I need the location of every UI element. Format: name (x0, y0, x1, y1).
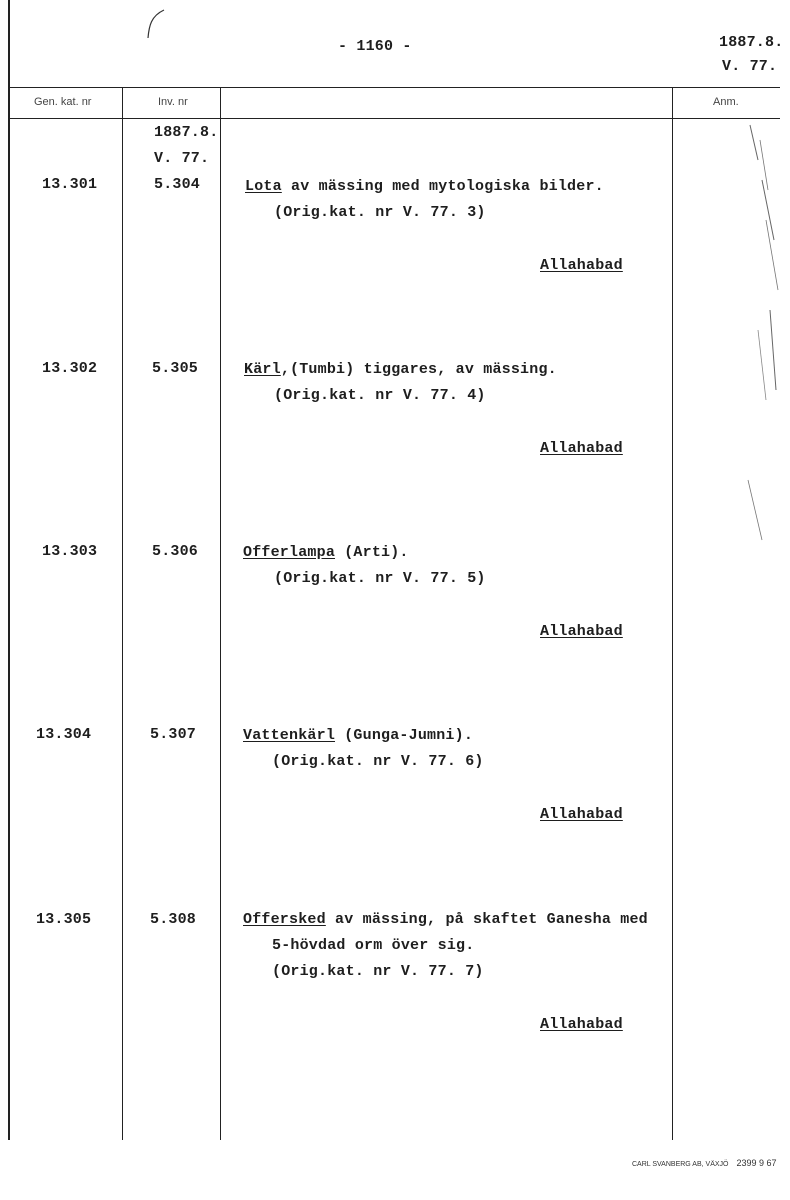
pen-mark (140, 6, 170, 42)
entry-text: ,(Tumbi) tiggares, av mässing. (280, 361, 557, 378)
entry-text: av mässing, på skaftet Ganesha med (325, 911, 648, 928)
place-name: Allahabad (540, 806, 623, 823)
entry-title: Offerlampa (243, 544, 336, 561)
column-header-gen-kat: Gen. kat. nr (34, 96, 92, 108)
left-margin-rule (8, 0, 10, 1140)
entry-title: Lota (245, 178, 282, 195)
catalog-ref-line2: V. 77. (722, 58, 778, 75)
entry-description-line2: 5-hövdad orm över sig. (272, 937, 475, 954)
inv-ref-line1: 1887.8. (154, 124, 219, 141)
place-name: Allahabad (540, 1016, 623, 1033)
column-rule-gen-inv (122, 87, 123, 1140)
column-rule-desc-anm (672, 87, 673, 1140)
entry-description (243, 911, 648, 928)
place-name: Allahabad (540, 440, 623, 457)
entry-title: Kärl (244, 361, 281, 378)
header-rule (10, 87, 780, 88)
orig-cat-ref: (Orig.kat. nr V. 77. 5) (274, 570, 486, 587)
entry-text: (Arti). (335, 544, 409, 561)
inv-number: 5.306 (152, 543, 199, 560)
gen-kat-number: 13.303 (42, 543, 98, 560)
gen-kat-number: 13.304 (36, 726, 92, 743)
entry-description (244, 361, 557, 378)
margin-pen-strokes (740, 120, 785, 560)
orig-cat-ref: (Orig.kat. nr V. 77. 6) (272, 753, 484, 770)
inv-number: 5.308 (150, 911, 197, 928)
place-name: Allahabad (540, 623, 623, 640)
printer-imprint (632, 1158, 777, 1168)
entry-description (243, 544, 409, 561)
entry-text: av mässing med mytologiska bilder. (281, 178, 604, 195)
form-code: 2399 9 67 (736, 1158, 777, 1168)
catalog-ref-line1: 1887.8. (719, 34, 784, 51)
entry-title: Offersked (243, 911, 326, 928)
entry-description (245, 178, 604, 195)
gen-kat-number: 13.302 (42, 360, 98, 377)
column-header-rule (10, 118, 780, 119)
inv-number: 5.305 (152, 360, 199, 377)
printer-name: CARL SVANBERG AB, VÄXJÖ (632, 1161, 729, 1168)
gen-kat-number: 13.305 (36, 911, 92, 928)
page-number: - 1160 - (338, 38, 412, 55)
entry-title: Vattenkärl (243, 727, 336, 744)
place-name: Allahabad (540, 257, 623, 274)
inv-number: 5.304 (154, 176, 201, 193)
column-rule-inv-desc (220, 87, 221, 1140)
inv-number: 5.307 (150, 726, 197, 743)
orig-cat-ref: (Orig.kat. nr V. 77. 7) (272, 963, 484, 980)
column-header-inv: Inv. nr (158, 96, 188, 108)
entry-text: (Gunga-Jumni). (335, 727, 474, 744)
orig-cat-ref: (Orig.kat. nr V. 77. 3) (274, 204, 486, 221)
column-header-anm: Anm. (713, 96, 739, 108)
inv-ref-line2: V. 77. (154, 150, 210, 167)
gen-kat-number: 13.301 (42, 176, 98, 193)
entry-description (243, 727, 473, 744)
orig-cat-ref: (Orig.kat. nr V. 77. 4) (274, 387, 486, 404)
